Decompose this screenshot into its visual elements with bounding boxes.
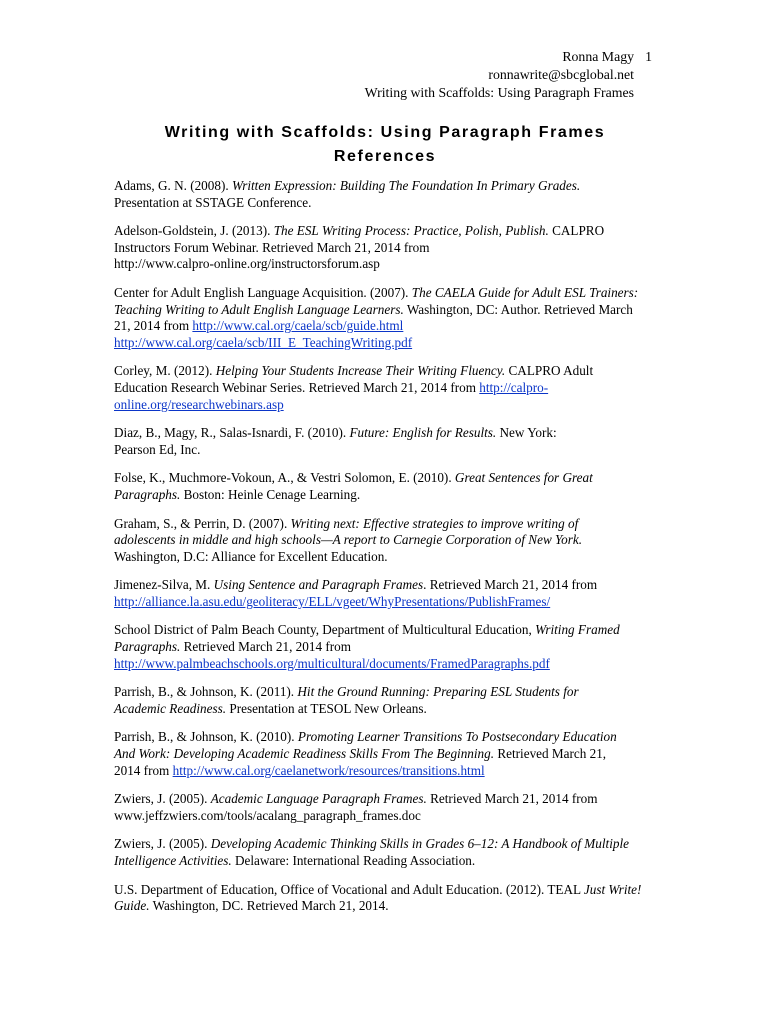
reference-italic-text: Promoting Learner Transitions To Postsecondary Education [297,729,617,745]
reference-italic-text: And Work: Developing Academic Readiness Skills From The Beginning. [114,746,495,762]
reference-entry [114,882,674,915]
reference-text: Boston: Heinle Cenage Learning. [180,486,361,502]
reference-italic-text: Writing Framed [535,622,620,638]
page-header [364,48,652,102]
reference-text: Corley, M. (2012). [114,363,216,379]
reference-text: Washington, DC: Author. Retrieved March [403,301,633,317]
reference-entry [114,516,674,566]
reference-link[interactable]: online.org/researchwebinars.asp [114,396,284,412]
reference-italic-text: The CAELA Guide for Adult ESL Trainers: [411,284,639,300]
reference-link[interactable]: http://www.palmbeachschools.org/multicultural/documents/FramedParagraphs.pdf [114,655,550,671]
reference-link[interactable]: http://www.cal.org/caela/scb/III_E_TeachingWriting.pdf [114,334,413,350]
reference-italic-text: Future: English for Results. [349,425,497,441]
reference-text: Pearson Ed, Inc. [114,441,201,457]
title-main: Writing with Scaffolds: Using Paragraph Frames [164,124,606,141]
reference-text: Retrieved March 21, [494,746,607,762]
reference-text: Zwiers, J. (2005). [114,836,211,852]
reference-italic-text: Just Write! [583,881,642,897]
reference-italic-text: Paragraphs. [114,639,181,655]
reference-italic-text: Hit the Ground Running: Preparing ESL Students for [297,684,579,700]
document-title [0,121,770,169]
reference-text: Jimenez-Silva, M. [114,577,214,593]
reference-italic-text: Written Expression: Building The Foundation In Primary Grades. [231,178,581,193]
reference-entry [114,729,674,779]
reference-text: Diaz, B., Magy, R., Salas-Isnardi, F. (2010). [114,425,350,441]
page-number: 1 [645,49,652,64]
reference-entry [114,622,674,672]
reference-text: Instructors Forum Webinar. Retrieved March 21, 2014 from [114,239,430,255]
reference-italic-text: The ESL Writing Process: Practice, Polish, Publish. [273,223,549,239]
reference-link[interactable]: http://calpro- [479,379,549,395]
reference-entry [114,425,674,458]
reference-text: Delaware: International Reading Association. [231,853,476,868]
reference-italic-text: Writing next: Effective strategies to improve writing of [290,515,579,531]
reference-text: Presentation at SSTAGE Conference. [114,194,312,210]
reference-text: Graham, S., & Perrin, D. (2007). [114,515,291,531]
reference-text: Center for Adult English Language Acquisition. (2007). [114,284,412,300]
reference-italic-text: Intelligence Activities. [114,853,232,868]
reference-text: http://www.calpro-online.org/instructorsforum.asp [114,256,380,272]
reference-text: Retrieved March 21, 2014 from [426,791,598,807]
reference-link[interactable]: http://alliance.la.asu.edu/geoliteracy/ELL/vgeet/WhyPresentations/PublishFrames/ [114,593,551,609]
reference-italic-text: adolescents in middle and high schools—A report to Carnegie Corporation of New York. [114,532,583,548]
reference-italic-text: Academic Language Paragraph Frames. [210,791,427,807]
reference-text: 21, 2014 from [114,318,193,334]
reference-italic-text: Teaching Writing to Adult English Language Learners. [114,301,404,317]
reference-italic-text: Great Sentences for Great [454,470,593,486]
reference-text: CALPRO [548,223,605,239]
title-sub: References [333,148,437,165]
reference-link[interactable]: http://www.cal.org/caelanetwork/resources/transitions.html [172,762,485,778]
reference-entry [114,178,674,211]
reference-text: Adelson-Goldstein, J. (2013). [114,223,274,239]
reference-text: . Retrieved March 21, 2014 from [423,577,598,593]
reference-text: 2014 from [114,762,173,778]
reference-text: Washington, D.C: Alliance for Excellent Education. [114,548,388,564]
reference-text: Zwiers, J. (2005). [114,791,211,807]
reference-italic-text: Guide. [114,898,150,914]
reference-link[interactable]: http://www.cal.org/caela/scb/guide.html [192,318,404,334]
reference-list [114,178,674,927]
reference-entry [114,363,674,413]
reference-italic-text: Helping Your Students Increase Their Writing Fluency. [215,363,506,379]
reference-text: Education Research Webinar Series. Retrieved March 21, 2014 from [114,379,480,395]
reference-italic-text: Developing Academic Thinking Skills in Grades 6–12: A Handbook of Multiple [210,836,629,852]
reference-text: www.jeffzwiers.com/tools/acalang_paragraph_frames.doc [114,807,421,823]
reference-italic-text: Using Sentence and Paragraph Frames [213,577,424,593]
reference-text: U.S. Department of Education, Office of Vocational and Adult Education. (2012). TEAL [114,881,584,897]
reference-text: CALPRO Adult [505,363,594,379]
reference-text: New York: [496,425,557,441]
reference-entry [114,285,674,351]
header-running-title: Writing with Scaffolds: Using Paragraph Frames [364,85,634,100]
header-author: Ronna Magy [562,49,634,64]
reference-entry [114,836,674,869]
reference-text: Retrieved March 21, 2014 from [180,639,351,655]
header-email: ronnawrite@sbcglobal.net [488,67,634,82]
reference-text: Washington, DC. Retrieved March 21, 2014. [149,898,389,914]
reference-entry [114,470,674,503]
reference-text: Parrish, B., & Johnson, K. (2011). [114,684,298,700]
reference-italic-text: Paragraphs. [114,486,181,502]
reference-text: Adams, G. N. (2008). [114,178,232,193]
reference-text: Parrish, B., & Johnson, K. (2010). [114,729,298,745]
reference-text: Folse, K., Muchmore-Vokoun, A., & Vestri Solomon, E. (2010). [114,470,455,486]
reference-italic-text: Academic Readiness. [114,700,227,716]
reference-entry [114,684,674,717]
reference-text: Presentation at TESOL New Orleans. [226,700,427,716]
reference-entry [114,791,674,824]
reference-text: School District of Palm Beach County, Department of Multicultural Education, [114,622,536,638]
reference-entry [114,223,674,273]
reference-entry [114,577,674,610]
